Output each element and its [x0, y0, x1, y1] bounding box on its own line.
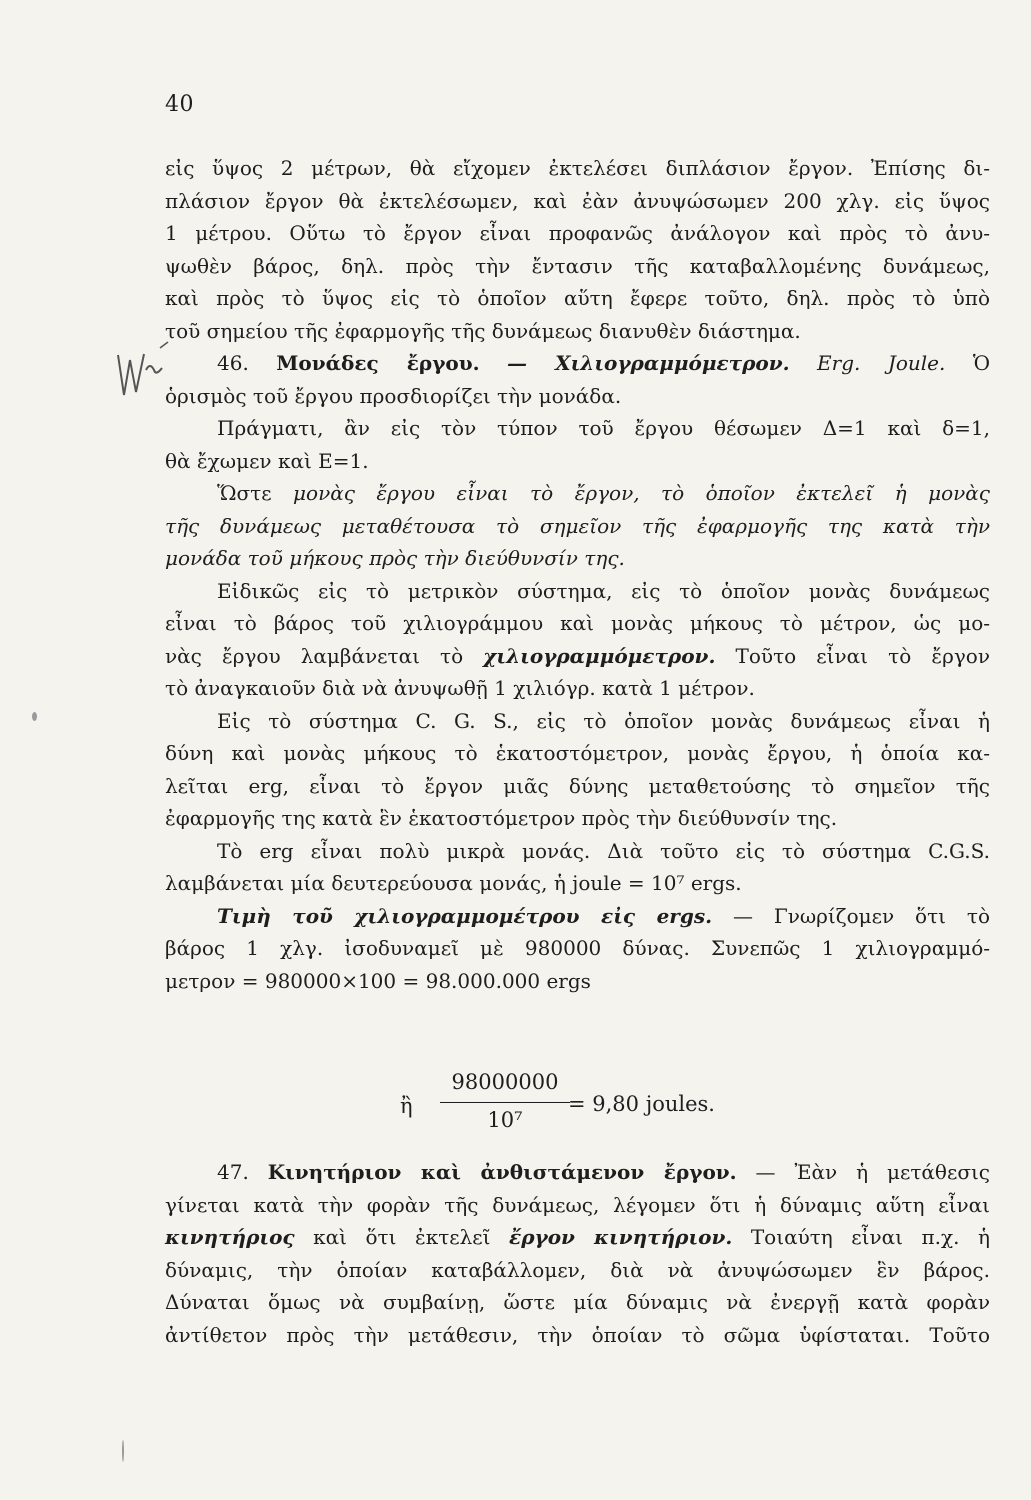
text-line: δύνη καὶ μονὰς μήκους τὸ ἑκατοστόμετρον, μονὰς ἔργου, ἡ ὁποία κα-: [165, 741, 990, 765]
formula-numerator: 98000000: [451, 1070, 559, 1094]
definition-line: τῆς δυνάμεως μεταθέτουσα τὸ σημεῖον τῆς ἐφαρμογῆς της κατὰ τὴν: [165, 513, 990, 538]
text-line: Δύναται ὅμως νὰ συμβαίνῃ, ὥστε μία δύναμις νὰ ἐνεργῇ κατὰ φορὰν: [165, 1290, 990, 1314]
main-text: [165, 152, 990, 997]
text-line: εἶναι τὸ βάρος τοῦ χιλιογράμμου καὶ μονὰς μήκους τὸ μέτρον, ὡς μο-: [165, 611, 990, 635]
text-line: εἰς ὕψος 2 μέτρων, θὰ εἴχομεν ἐκτελέσει διπλάσιον ἔργον. Ἐπίσης δι-: [165, 156, 990, 180]
text-fragment: — Ἐὰν ἡ μετάθεσις: [755, 1160, 991, 1184]
formula-denominator: 10⁷: [487, 1108, 523, 1132]
text-line: [165, 640, 990, 673]
text-line: θὰ ἔχωμεν καὶ Ε=1.: [165, 448, 369, 473]
formula-prefix: ἢ: [400, 1094, 413, 1118]
fraction-formula: [400, 1068, 800, 1138]
text-line: βάρος 1 χλγ. ἰσοδυναμεῖ μὲ 980000 δύνας. Συνεπῶς 1 χιλιογραμμό-: [165, 936, 990, 960]
section-title: Κινητήριον καὶ ἀνθιστάμενον ἔργον.: [267, 1160, 737, 1184]
text-line: λαμβάνεται μία δευτερεύουσα μονάς, ἡ joule = 10⁷ ergs.: [165, 871, 742, 895]
emphasis-term: ἔργον κινητήριον.: [509, 1225, 733, 1249]
section-units: Erg. Joule.: [817, 351, 946, 375]
section-number: 46.: [217, 351, 249, 375]
text-line: ἐφαρμογῆς της κατὰ ἓν ἑκατοστόμετρον πρὸς τὴν διεύθυνσίν της.: [165, 806, 838, 830]
text-line: γίνεται κατὰ τὴν φορὰν τῆς δυνάμεως, λέγομεν ὅτι ἡ δύναμις αὕτη εἶναι: [165, 1192, 990, 1217]
text-line: καὶ πρὸς τὸ ὕψος εἰς τὸ ὁποῖον αὕτη ἔφερε τοῦτο, δηλ. πρὸς τὸ ὑπὸ: [165, 286, 990, 310]
text-line: πλάσιον ἔργον θὰ ἐκτελέσωμεν, καὶ ἐὰν ἀνυψώσωμεν 200 χλγ. εἰς ὕψος: [165, 188, 990, 213]
handwritten-margin-mark-icon: [110, 340, 170, 410]
text-line: μετρον = 980000×100 = 98.000.000 ergs: [165, 968, 591, 993]
section-title: Μονάδες ἔργου.: [276, 351, 480, 375]
text-line: Εἰς τὸ σύστημα C. G. S., εἰς τὸ ὁποῖον μονὰς δυνάμεως εἶναι ἡ: [217, 708, 990, 733]
text-fragment: Ὥστε: [217, 481, 272, 505]
text-fragment: Ὁ: [972, 351, 990, 375]
paper-speck: [122, 1440, 124, 1462]
paper-speck: [32, 712, 37, 721]
emphasis-term: Τιμὴ τοῦ χιλιογραμμομέτρου εἰς ergs.: [217, 903, 713, 928]
section-47-heading: [165, 1156, 990, 1189]
text-line: ὁρισμὸς τοῦ ἔργου προσδιορίζει τὴν μονάδα.: [165, 383, 622, 408]
definition-line: [165, 477, 990, 510]
page-number: 40: [165, 92, 194, 117]
text-line: Τὸ erg εἶναι πολὺ μικρὰ μονάς. Διὰ τοῦτο εἰς τὸ σύστημα C.G.S.: [217, 838, 990, 863]
text-line: [165, 900, 990, 933]
text-line: τοῦ σημείου τῆς ἐφαρμογῆς τῆς δυνάμεως διανυθὲν διάστημα.: [165, 318, 801, 343]
text-fragment: — Γνωρίζομεν ὅτι τὸ: [732, 903, 991, 928]
text-line: ἀντίθετον πρὸς τὴν μετάθεσιν, τὴν ὁποίαν τὸ σῶμα ὑφίσταται. Τοῦτο: [165, 1322, 990, 1347]
formula-result: = 9,80 joules.: [568, 1092, 715, 1116]
text-line: [165, 1221, 990, 1254]
text-line: Εἰδικῶς εἰς τὸ μετρικὸν σύστημα, εἰς τὸ ὁποῖον μονὰς δυνάμεως: [217, 578, 990, 603]
text-line: ψωθὲν βάρος, δηλ. πρὸς τὴν ἔντασιν τῆς καταβαλλομένης δυνάμεως,: [165, 253, 990, 278]
text-line: τὸ ἀναγκαιοῦν διὰ νὰ ἀνυψωθῇ 1 χιλιόγρ. κατὰ 1 μέτρον.: [165, 676, 755, 700]
text-fragment: καὶ ὅτι ἐκτελεῖ: [313, 1225, 491, 1249]
section-subtitle: — Χιλιογραμμόμετρον.: [507, 351, 790, 375]
fraction-bar: [440, 1102, 570, 1103]
section-46-heading: [165, 347, 990, 380]
text-line: Πράγματι, ἂν εἰς τὸν τύπον τοῦ ἔργου θέσωμεν Δ=1 καὶ δ=1,: [217, 416, 990, 440]
text-fragment: Τοῦτο εἶναι τὸ ἔργον: [735, 643, 990, 668]
text-fragment: μονὰς ἔργου εἶναι τὸ ἔργον, τὸ ὁποῖον ἐκτελεῖ ἡ μονὰς: [293, 481, 990, 505]
emphasis-term: χιλιογραμμόμετρον.: [483, 643, 716, 668]
text-line: δύναμις, τὴν ὁποίαν καταβάλλομεν, διὰ νὰ ἀνυψώσωμεν ἓν βάρος.: [165, 1257, 990, 1282]
definition-line: μονάδα τοῦ μήκους πρὸς τὴν διεύθυνσίν της.: [165, 546, 625, 570]
text-fragment: νὰς ἔργου λαμβάνεται τὸ: [165, 643, 464, 668]
text-line: 1 μέτρου. Οὕτω τὸ ἔργον εἶναι προφανῶς ἀνάλογον καὶ πρὸς τὸ ἀνυ-: [165, 221, 990, 245]
emphasis-term: κινητήριος: [165, 1225, 295, 1249]
text-fragment: Τοιαύτη εἶναι π.χ. ἡ: [750, 1225, 991, 1249]
section-47-text: [165, 1156, 990, 1351]
section-number: 47.: [217, 1160, 249, 1184]
text-line: λεῖται erg, εἶναι τὸ ἔργον μιᾶς δύνης μεταθετούσης τὸ σημεῖον τῆς: [165, 773, 990, 798]
